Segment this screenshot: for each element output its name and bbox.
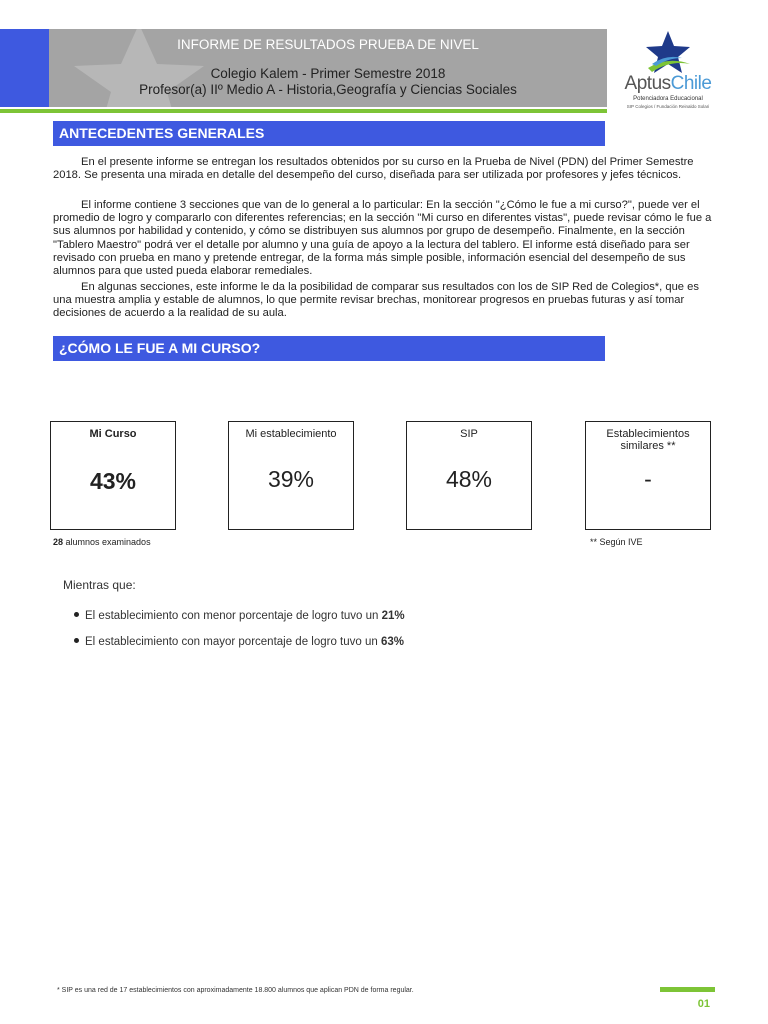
card-label: Mi establecimiento (245, 428, 337, 440)
logo-subtitle: Potenciadora Educacional (633, 96, 703, 102)
intro-paragraph-1: En el presente informe se entregan los resultados obtenidos por su curso en la Prueba de Nivel (PDN) del Primer Semestre 2018. Se presenta una mirada en detalle del desempeño del curso, diseñada para ser utilizada por profesores y jefes técnicos. (53, 156, 694, 182)
ive-note: ** Según IVE (590, 537, 643, 547)
card-mi-establecimiento (228, 421, 354, 530)
intro-paragraph-2: El informe contiene 3 secciones que van de lo general a lo particular: En la sección "¿Cómo le fue a mi curso?", puede ver el promedio de logro y compararlo con diferentes referencias; en la sección "Mi curso en diferentes vistas", puede revisar cómo le fue a sus alumnos por habilidad y contenido, y cómo se distribuyen sus alumnos por grupo de desempeño. Finalmente, en la sección "Tablero Maestro" podrá ver el detalle por alumno y una guía de apoyo a la lectura del tablero. El informe está diseñado para ser revisado con prueba en mano y pretende entregar, de la forma más simple posible, información esencial del desempeño de sus alumnos para que usted pueda elaborar remediales. (53, 199, 712, 278)
bullet-dot-icon (74, 638, 79, 643)
card-value: 48% (445, 466, 493, 492)
header-band (49, 29, 607, 107)
card-label: Establecimientos similares ** (606, 428, 690, 452)
header-green-line (0, 109, 607, 113)
mientras-label: Mientras que: (63, 578, 136, 592)
card-establecimientos-similares (585, 421, 711, 530)
card-sip (406, 421, 532, 530)
bullet-dot-icon (74, 612, 79, 617)
card-mi-curso (50, 421, 176, 530)
logo-wordmark: AptusChile (624, 73, 712, 94)
bullet-min: El establecimiento con menor porcentaje de logro tuvo un 21% (74, 610, 405, 622)
teacher-line: Profesor(a) IIº Medio A - Historia,Geografía y Ciencias Sociales (139, 82, 517, 97)
card-value: - (644, 466, 652, 492)
bullet-max: El establecimiento con mayor porcentaje de logro tuvo un 63% (74, 636, 404, 648)
page-number: 01 (697, 998, 710, 1010)
page-bar (660, 987, 715, 992)
card-value: 39% (267, 466, 315, 492)
school-line: Colegio Kalem - Primer Semestre 2018 (210, 66, 446, 81)
card-label: SIP (460, 428, 478, 440)
star-logo-icon (618, 30, 718, 76)
section-title-course: ¿CÓMO LE FUE A MI CURSO? (53, 336, 605, 361)
footnote: * SIP es una red de 17 establecimientos con aproximadamente 18.800 alumnos que aplican PDN de forma regular. (57, 987, 414, 994)
aptus-logo (618, 30, 718, 116)
report-title: INFORME DE RESULTADOS PRUEBA DE NIVEL (177, 37, 479, 52)
intro-paragraph-3: En algunas secciones, este informe le da la posibilidad de comparar sus resultados con los de SIP Red de Colegios*, que es una muestra amplia y estable de alumnos, lo que permite revisar brechas, monitorear progresos en pruebas futuras y así tomar decisiones de acuerdo a la realidad de su aula. (53, 281, 699, 320)
students-examined: 28 alumnos examinados (53, 537, 151, 547)
logo-subtitle-small: SIP Colegios / Fundación Reinaldo Solari (626, 104, 710, 109)
section-title-general: ANTECEDENTES GENERALES (53, 121, 605, 146)
card-value: 43% (89, 468, 137, 494)
card-label: Mi Curso (89, 428, 137, 440)
header-blue-block (0, 29, 49, 107)
